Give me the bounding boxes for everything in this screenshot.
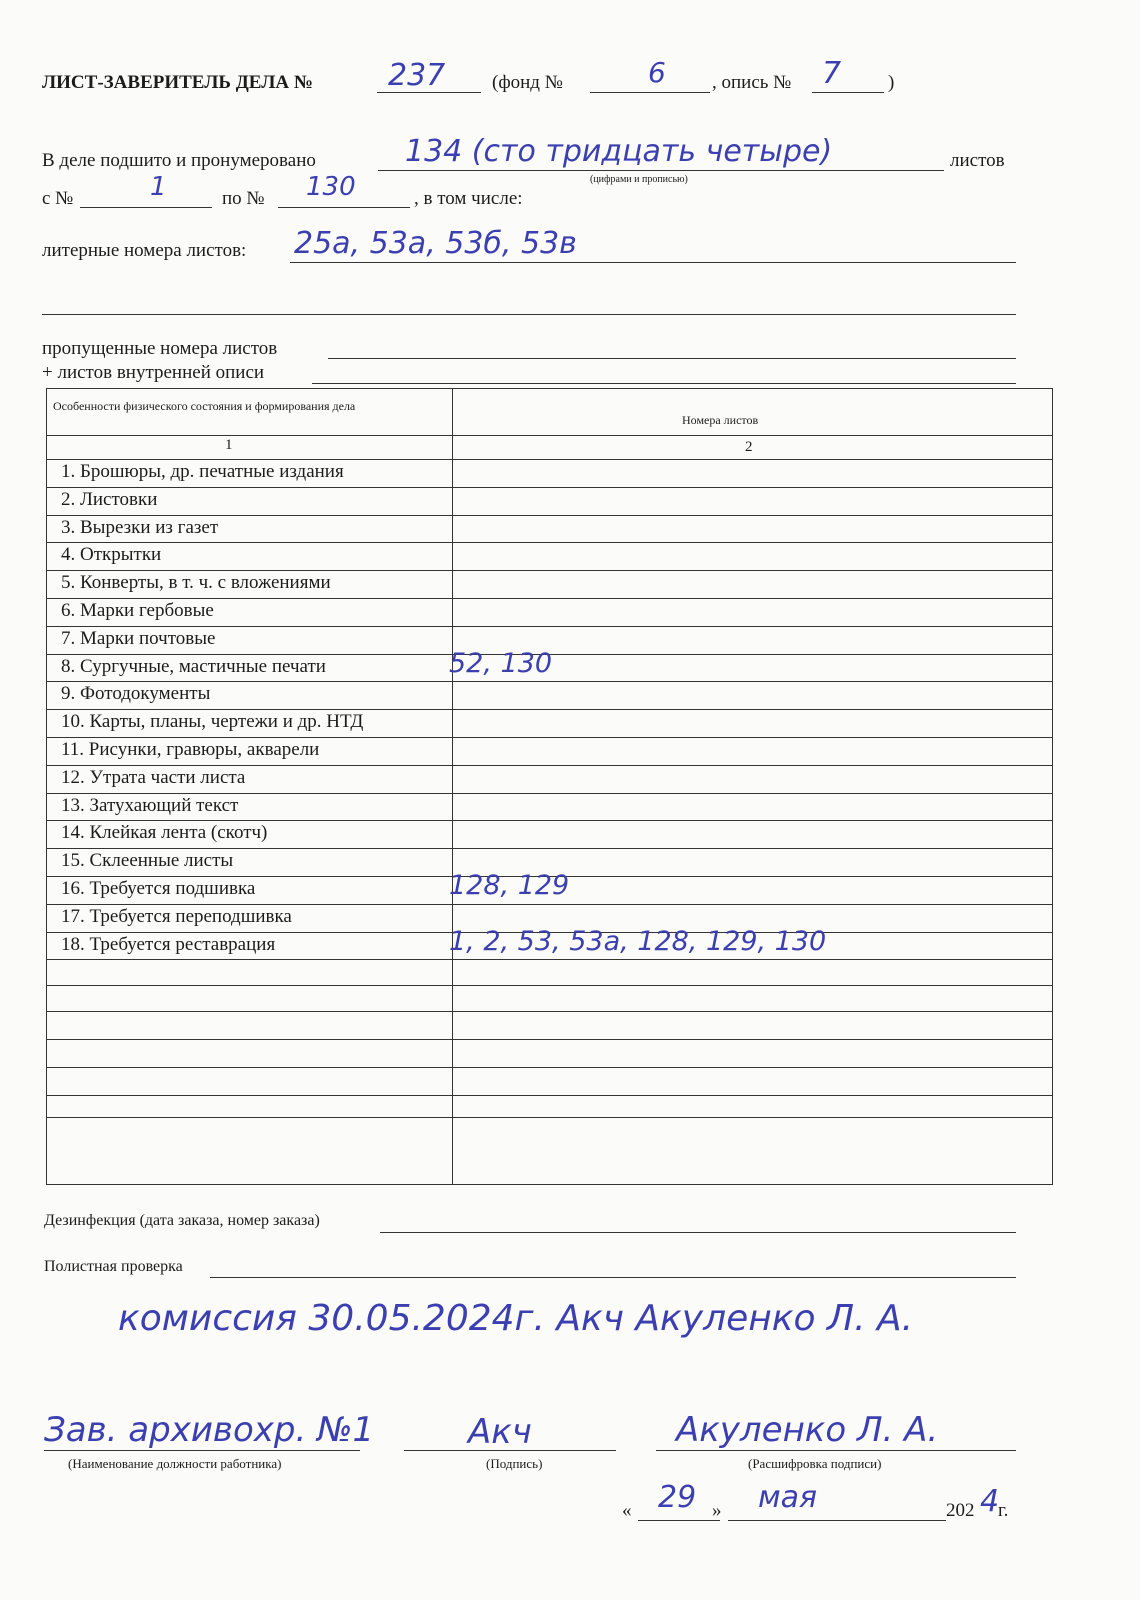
form-title: ЛИСТ-ЗАВЕРИТЕЛЬ ДЕЛА № xyxy=(42,72,313,93)
table-empty-row-rule xyxy=(47,1117,1052,1118)
signature-line xyxy=(404,1450,616,1451)
table-row-rule xyxy=(47,515,1052,516)
date-month: мая xyxy=(758,1480,818,1515)
table-row-label: 3. Вырезки из газет xyxy=(61,516,219,538)
table-row-label: 9. Фотодокументы xyxy=(61,683,211,705)
table-empty-row-rule xyxy=(47,985,1052,986)
name-value: Акуленко Л. А. xyxy=(676,1410,939,1450)
table-row-label: 5. Конверты, в т. ч. с вложениями xyxy=(61,572,331,594)
literal-line-2 xyxy=(42,314,1016,315)
position-caption: (Наименование должности работника) xyxy=(68,1456,282,1471)
table-row-rule xyxy=(47,487,1052,488)
table-row-rule xyxy=(47,570,1052,571)
inner-label: + листов внутренней описи xyxy=(42,362,265,383)
fond-number: 6 xyxy=(648,56,666,89)
number-rule xyxy=(47,459,1052,460)
check-handwritten: комиссия 30.05.2024г. Акч Акуленко Л. А. xyxy=(118,1298,914,1339)
opis-line xyxy=(812,92,884,93)
sheets-suffix: листов xyxy=(950,150,1005,171)
day-line xyxy=(638,1520,720,1521)
table-row-value: 1, 2, 53, 53а, 128, 129, 130 xyxy=(449,925,827,957)
table-row-label: 15. Склеенные листы xyxy=(61,850,234,872)
sheets-caption: (цифрами и прописью) xyxy=(590,174,688,185)
sheets-value: 134 (сто тридцать четыре) xyxy=(405,134,833,169)
header-rule xyxy=(47,435,1052,436)
table-empty-row-rule xyxy=(47,1067,1052,1068)
year-g: г. xyxy=(998,1500,1009,1521)
case-number: 237 xyxy=(388,58,446,93)
signature-value: Акч xyxy=(468,1412,532,1452)
fond-label: (фонд № xyxy=(492,72,563,93)
sheets-label: В деле подшито и пронумеровано xyxy=(42,150,316,171)
table-row-label: 6. Марки гербовые xyxy=(61,600,214,621)
table-column-divider xyxy=(452,389,453,1184)
position-value: Зав. архивохр. №1 xyxy=(44,1410,375,1450)
from-label: с № xyxy=(42,188,74,209)
missing-label: пропущенные номера листов xyxy=(42,338,278,359)
table-row-label: 1. Брошюры, др. печатные издания xyxy=(61,461,344,482)
table-row-rule xyxy=(47,793,1052,794)
check-line xyxy=(210,1277,1016,1278)
signature-caption: (Подпись) xyxy=(486,1456,543,1471)
literal-line xyxy=(290,262,1016,263)
month-line xyxy=(728,1520,946,1521)
table-row-rule xyxy=(47,737,1052,738)
table-row-rule xyxy=(47,765,1052,766)
table-row-label: 18. Требуется реставрация xyxy=(61,933,276,955)
table-row-rule xyxy=(47,959,1052,960)
literal-value: 25а, 53а, 53б, 53в xyxy=(294,226,577,261)
name-caption: (Расшифровка подписи) xyxy=(748,1456,882,1471)
table-empty-row-rule xyxy=(47,1095,1052,1096)
date-day: 29 xyxy=(658,1480,697,1515)
table-row-label: 7. Марки почтовые xyxy=(61,627,216,649)
year-suffix: 4 xyxy=(980,1484,1000,1519)
table-row-value: 52, 130 xyxy=(449,647,553,679)
col1-number: 1 xyxy=(225,437,233,453)
condition-table xyxy=(46,388,1053,1185)
inner-line xyxy=(312,383,1016,384)
table-row-rule xyxy=(47,626,1052,627)
to-label: по № xyxy=(222,188,265,209)
to-line xyxy=(278,207,410,208)
disinfection-label: Дезинфекция (дата заказа, номер заказа) xyxy=(44,1212,320,1229)
including-label: , в том числе: xyxy=(414,188,523,209)
fond-line xyxy=(590,92,710,93)
position-line xyxy=(44,1450,360,1451)
opis-label: , опись № xyxy=(712,72,792,93)
sheets-line xyxy=(378,170,944,171)
from-value: 1 xyxy=(150,172,167,202)
to-value: 130 xyxy=(306,172,356,202)
table-empty-row-rule xyxy=(47,1039,1052,1040)
year-prefix: 202 xyxy=(946,1500,975,1521)
table-row-label: 4. Открытки xyxy=(61,544,162,566)
col1-header: Особенности физического состояния и формирования дела xyxy=(53,399,356,413)
table-row-value: 128, 129 xyxy=(449,870,570,901)
table-row-label: 12. Утрата части листа xyxy=(61,766,246,788)
disinfection-line xyxy=(380,1232,1016,1233)
name-line xyxy=(656,1450,1016,1451)
opis-number: 7 xyxy=(822,56,842,91)
table-row-rule xyxy=(47,709,1052,710)
from-line xyxy=(80,207,212,208)
table-empty-row-rule xyxy=(47,1011,1052,1012)
literal-label: литерные номера листов: xyxy=(42,240,247,261)
table-row-rule xyxy=(47,681,1052,682)
table-row-rule xyxy=(47,820,1052,821)
table-row-label: 8. Сургучные, мастичные печати xyxy=(61,655,326,677)
table-row-label: 13. Затухающий текст xyxy=(61,794,239,816)
table-row-rule xyxy=(47,904,1052,905)
table-row-label: 10. Карты, планы, чертежи и др. НТД xyxy=(61,711,364,733)
col2-header: Номера листов xyxy=(682,413,759,427)
missing-line xyxy=(328,358,1016,359)
col2-number: 2 xyxy=(745,439,753,455)
date-open-quote: « xyxy=(622,1500,632,1521)
table-row-label: 17. Требуется переподшивка xyxy=(61,905,292,927)
close-paren: ) xyxy=(888,72,895,93)
table-row-label: 14. Клейкая лента (скотч) xyxy=(61,822,268,844)
table-row-rule xyxy=(47,848,1052,849)
table-row-rule xyxy=(47,542,1052,543)
table-row-label: 11. Рисунки, гравюры, акварели xyxy=(61,739,320,760)
check-label: Полистная проверка xyxy=(44,1258,183,1275)
table-row-label: 2. Листовки xyxy=(61,488,158,510)
date-close-quote: » xyxy=(712,1500,722,1521)
table-row-label: 16. Требуется подшивка xyxy=(61,878,256,899)
table-row-rule xyxy=(47,598,1052,599)
